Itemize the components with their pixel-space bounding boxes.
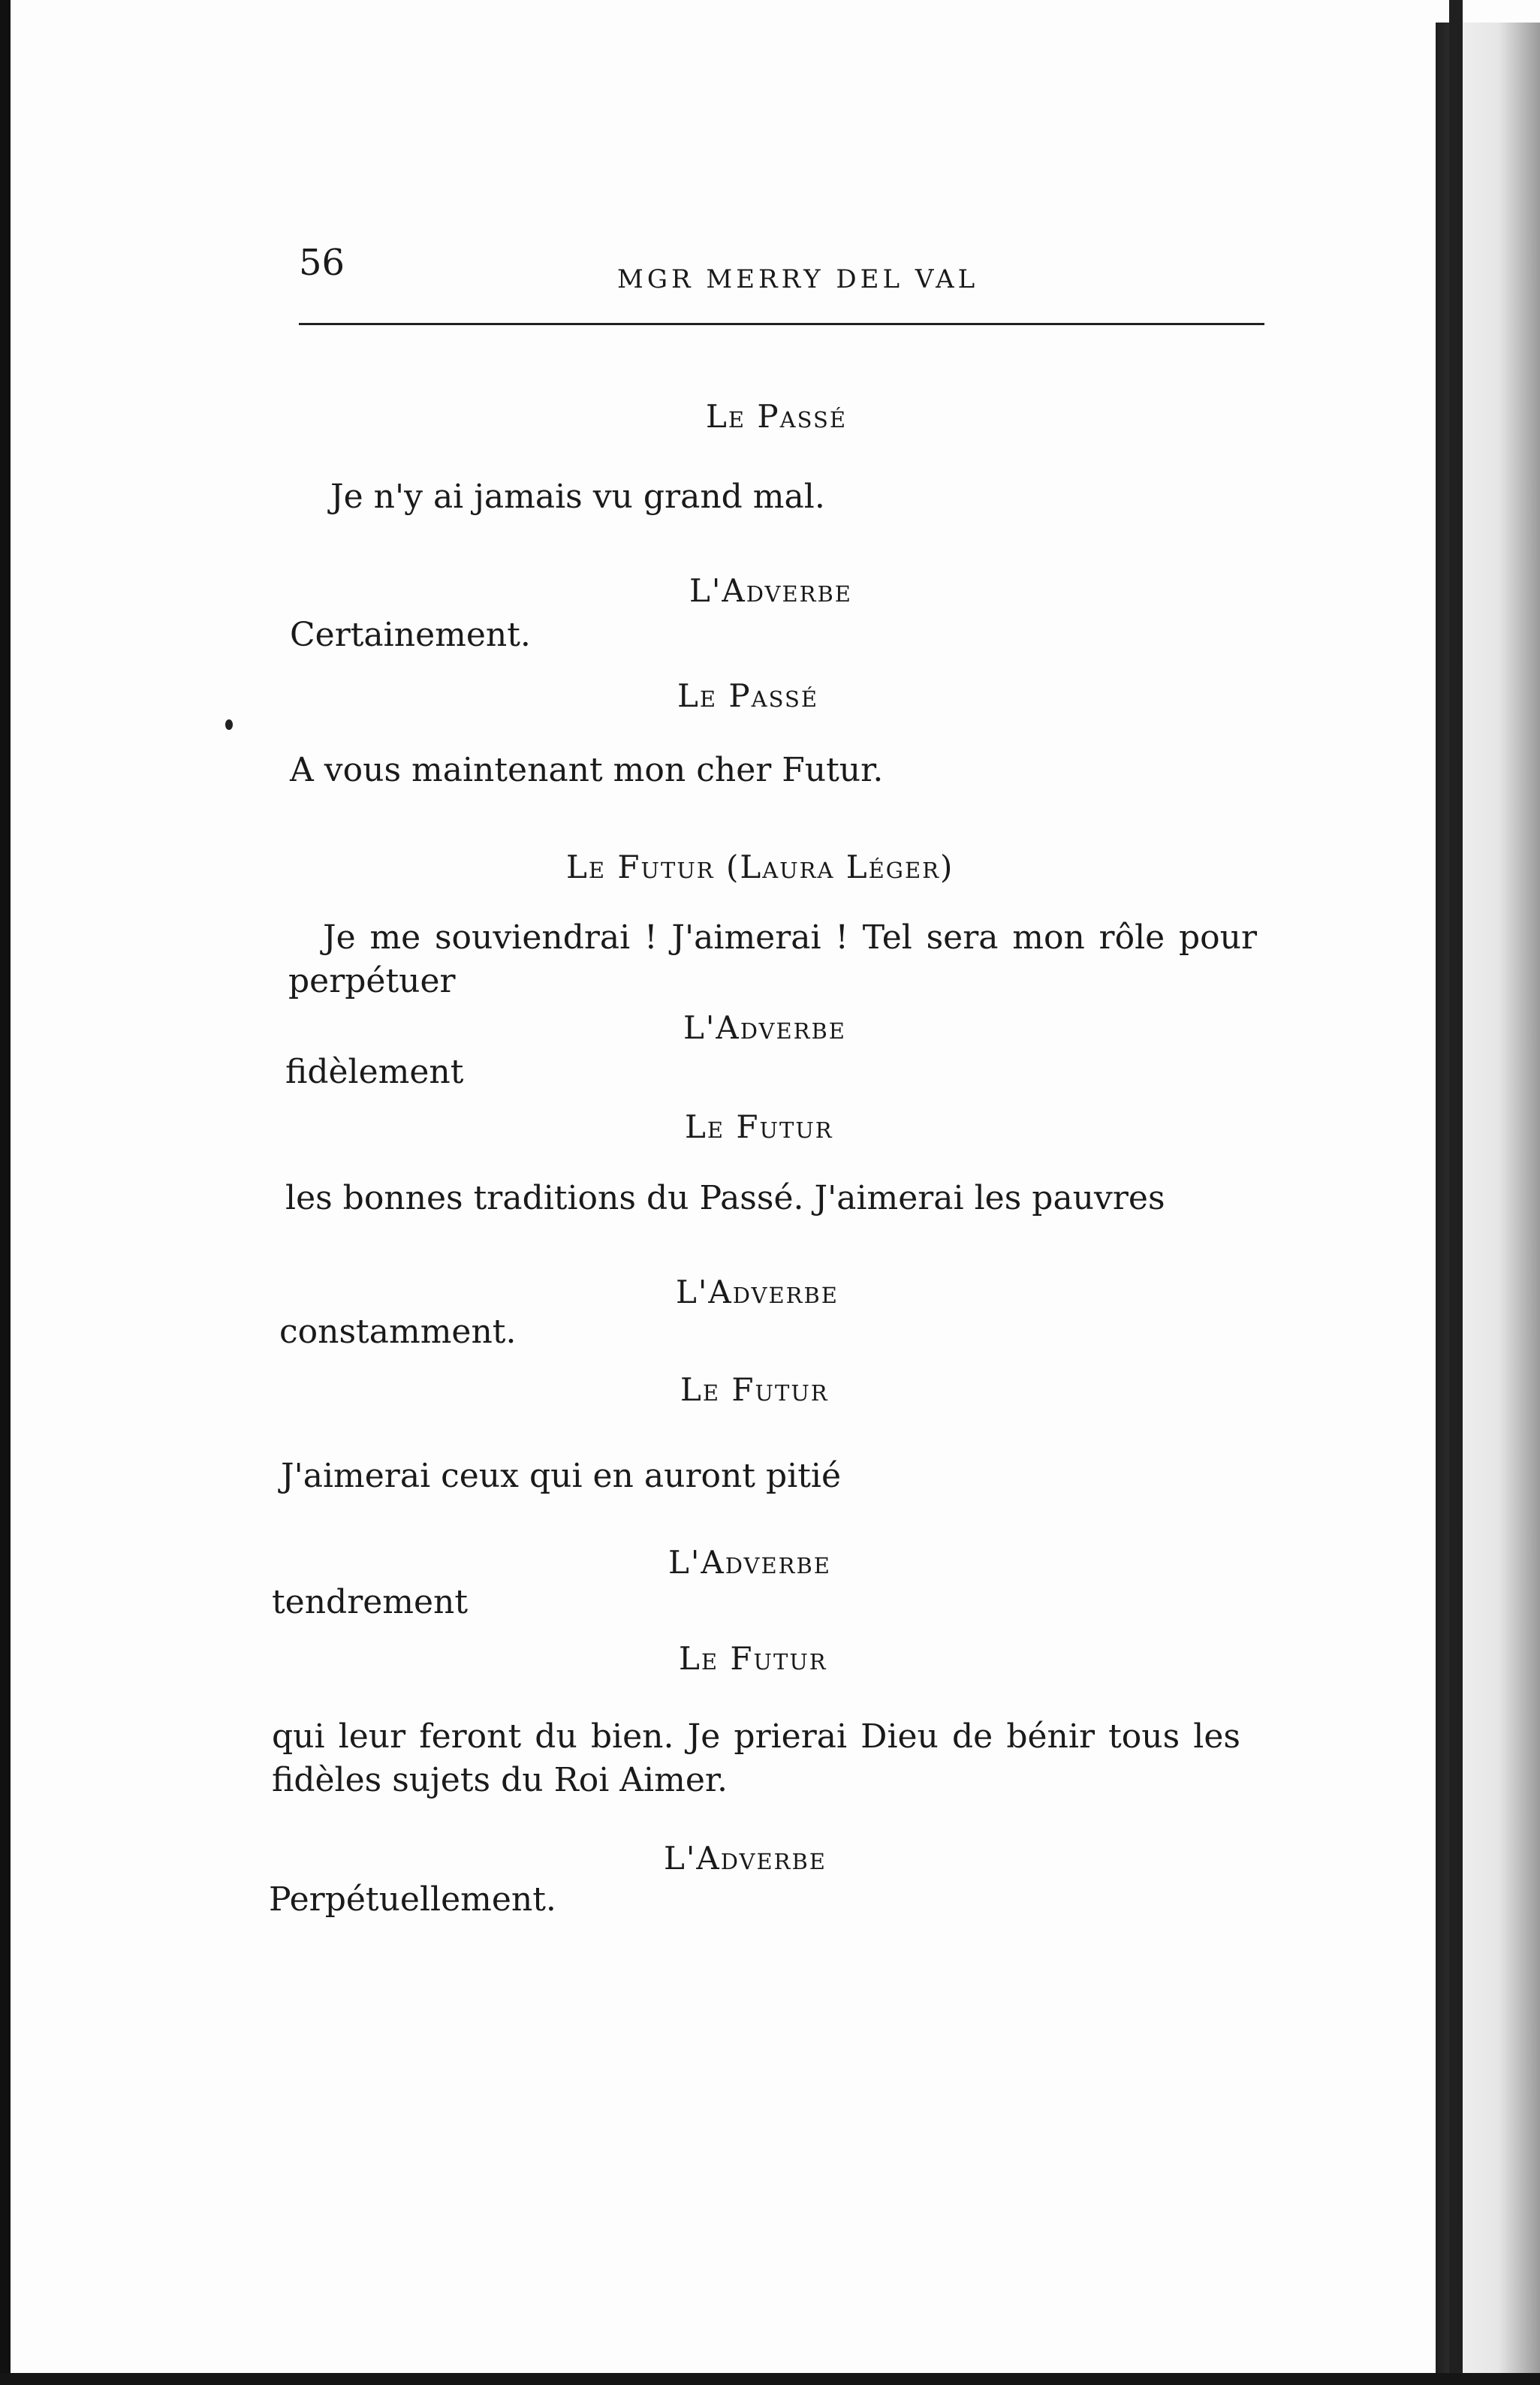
scan-edge-left (0, 0, 11, 2385)
speaker-label: Le Passé (677, 677, 819, 714)
speaker-label: L'Adverbe (664, 1840, 827, 1877)
dialogue-line: constamment. (279, 1313, 517, 1351)
speaker-label: L'Adverbe (689, 572, 852, 609)
dialogue-line: qui leur feront du bien. Je prierai Dieu de bénir tous les fidèles sujets du Roi Aimer. (272, 1717, 1240, 1799)
speaker-label: L'Adverbe (676, 1274, 839, 1310)
page-number: 56 (299, 242, 345, 284)
speaker-label: Le Futur (679, 1640, 827, 1677)
dialogue-line: Je me souviendrai ! J'aimerai ! Tel sera mon rôle pour perpétuer (288, 918, 1257, 1000)
dialogue-line: les bonnes traditions du Passé. J'aimerai les pauvres (285, 1179, 1165, 1217)
speaker-label: Le Futur (Laura Léger) (566, 849, 954, 885)
dialogue-line: J'aimerai ceux qui en auront pitié (281, 1457, 842, 1495)
speaker-label: Le Passé (706, 398, 848, 435)
ink-speck (225, 719, 233, 730)
scan-binding-shadow (1449, 0, 1463, 2385)
dialogue-line: tendrement (272, 1583, 469, 1621)
header-rule (299, 323, 1264, 325)
dialogue-line: A vous maintenant mon cher Futur. (290, 751, 884, 789)
speaker-label: L'Adverbe (683, 1009, 846, 1046)
dialogue-line: fidèlement (285, 1053, 464, 1091)
running-title: MGR MERRY DEL VAL (617, 264, 979, 294)
speaker-label: Le Futur (680, 1371, 829, 1408)
dialogue-line: Perpétuellement. (269, 1880, 556, 1919)
speaker-label: L'Adverbe (668, 1544, 831, 1581)
dialogue-line: Certainement. (290, 616, 531, 654)
dialogue-line: Je n'y ai jamais vu grand mal. (330, 478, 825, 516)
scan-edge-bottom (0, 2373, 1540, 2385)
speaker-label: Le Futur (685, 1108, 833, 1145)
